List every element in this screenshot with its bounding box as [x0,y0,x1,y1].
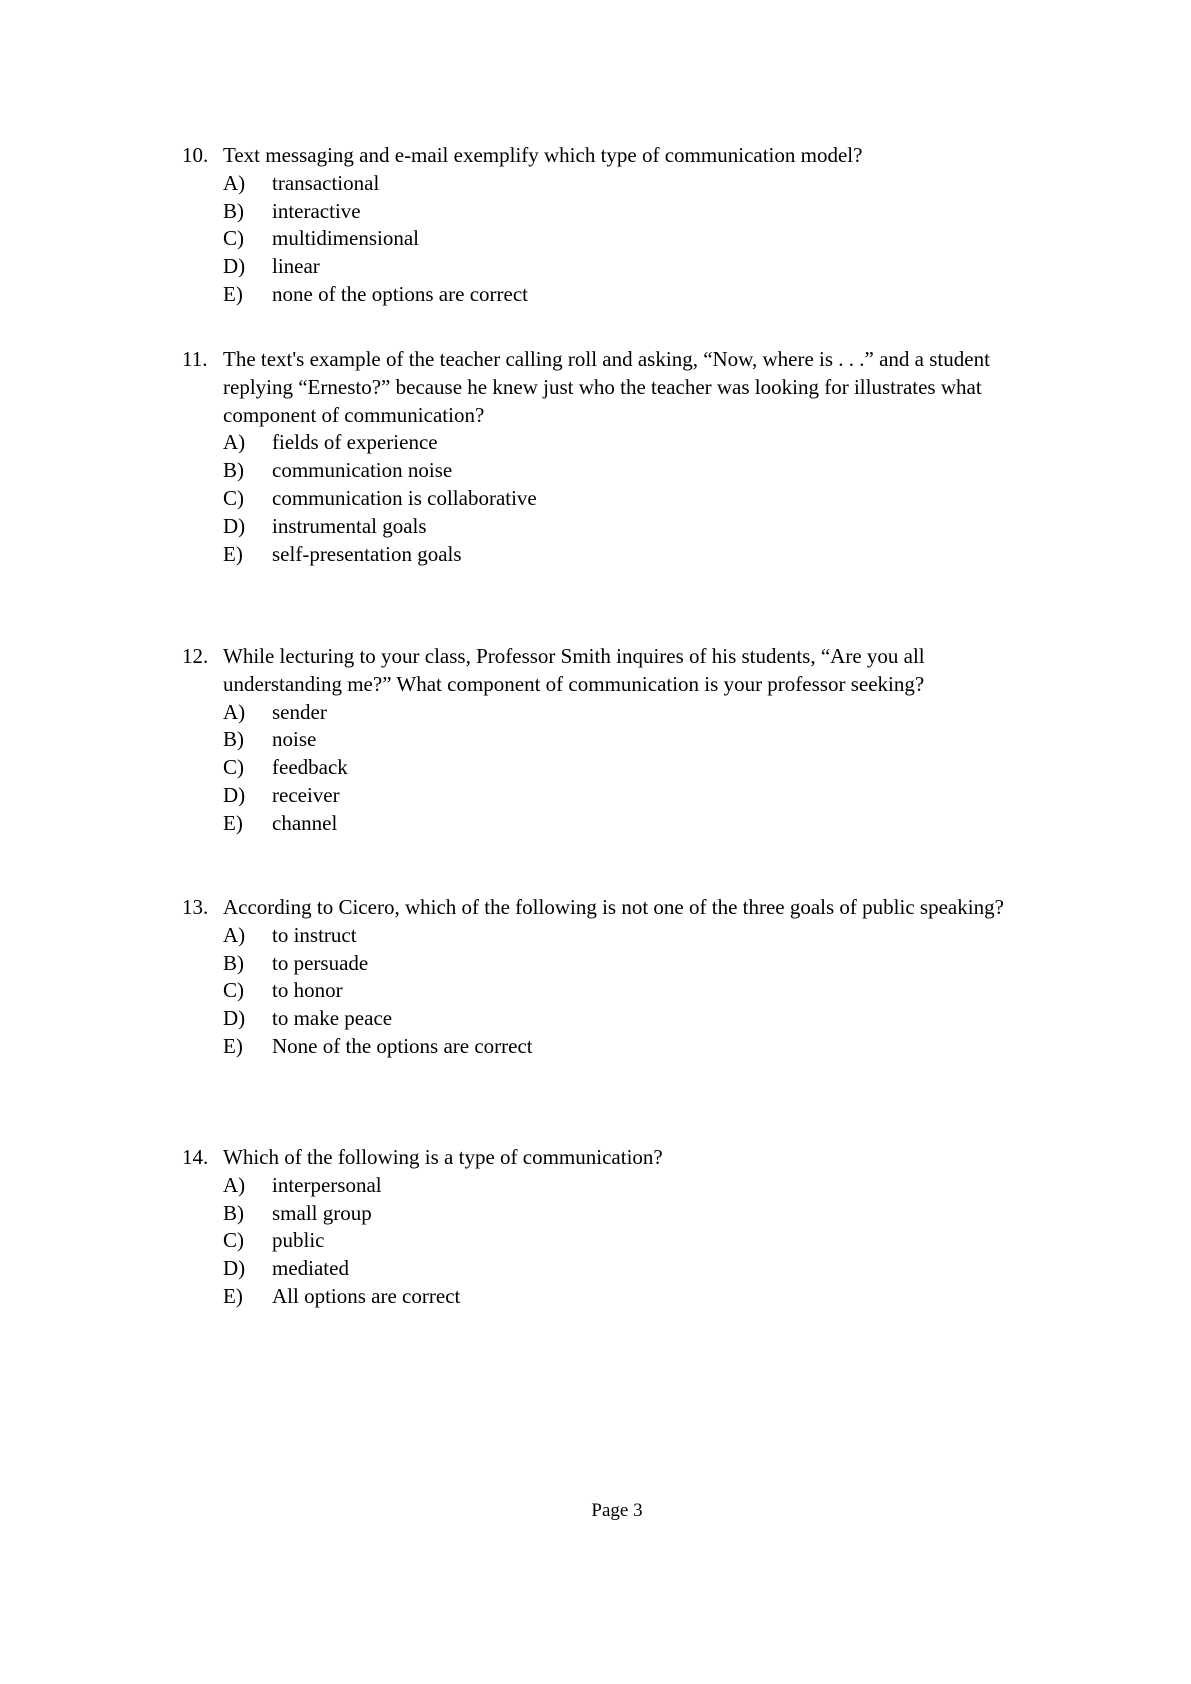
option-text: linear [272,254,320,279]
question-14 [182,1144,1042,1311]
answer-option [182,1200,1042,1228]
option-letter: A) [223,699,246,724]
question-11 [182,346,1042,568]
answer-option [182,170,1042,198]
question-number: 14. [182,1145,209,1169]
option-letter: E) [223,1283,243,1308]
option-letter: D) [223,254,246,279]
answer-option [182,699,1042,727]
question-12 [182,643,1042,838]
option-text: All options are correct [272,1283,461,1308]
option-letter: E) [223,281,243,306]
option-letter: B) [223,950,244,975]
option-letter: C) [223,978,244,1003]
option-text: small group [272,1200,372,1225]
answer-option [182,782,1042,810]
answer-option [182,922,1042,950]
option-letter: A) [223,430,246,455]
option-letter: C) [223,1228,244,1253]
answer-option [182,1283,1042,1311]
option-text: communication is collaborative [272,485,537,510]
answer-option [182,1227,1042,1255]
question-13 [182,894,1042,1061]
answer-option [182,513,1042,541]
option-letter: A) [223,922,246,947]
option-letter: D) [223,513,246,538]
question-stem [182,894,1042,922]
option-letter: B) [223,1200,244,1225]
page-number: Page 3 [591,1500,643,1521]
option-letter: D) [223,1006,246,1031]
option-letter: B) [223,458,244,483]
answer-option [182,810,1042,838]
option-letter: D) [223,782,246,807]
option-text: self-presentation goals [272,541,462,566]
answer-option [182,1172,1042,1200]
question-number: 10. [182,143,209,167]
question-text: Which of the following is a type of communication? [223,1145,663,1169]
answer-option [182,225,1042,253]
option-letter: C) [223,755,244,780]
question-stem [182,643,1042,699]
option-letter: E) [223,1033,243,1058]
option-text: mediated [272,1256,349,1281]
option-text: none of the options are correct [272,281,528,306]
answer-option [182,281,1042,309]
option-text: interpersonal [272,1172,382,1197]
option-text: interactive [272,198,361,223]
answer-option [182,1033,1042,1061]
option-text: multidimensional [272,226,419,251]
answer-option [182,754,1042,782]
answer-option [182,198,1042,226]
option-letter: A) [223,170,246,195]
answer-option [182,977,1042,1005]
option-text: communication noise [272,458,453,483]
option-text: to persuade [272,950,369,975]
option-letter: D) [223,1256,246,1281]
option-text: to make peace [272,1006,393,1031]
option-text: to instruct [272,922,357,947]
answer-option [182,429,1042,457]
answer-option [182,457,1042,485]
option-letter: B) [223,727,244,752]
option-text: to honor [272,978,343,1003]
question-stem [182,346,1042,429]
option-letter: E) [223,810,243,835]
question-10 [182,142,1042,309]
option-text: noise [272,727,317,752]
question-stem [182,1144,1042,1172]
answer-option [182,541,1042,569]
option-text: feedback [272,755,348,780]
answer-option [182,1005,1042,1033]
option-text: None of the options are correct [272,1033,533,1058]
question-text: The text's example of the teacher calling roll and asking, “Now, where is . . .” and a student replying “Ernesto?” because he knew just who the teacher was looking for illustrates what component of communication? [223,347,990,427]
answer-option [182,485,1042,513]
option-text: instrumental goals [272,513,427,538]
option-text: transactional [272,170,380,195]
question-number: 12. [182,644,209,668]
option-text: channel [272,810,338,835]
option-text: fields of experience [272,430,438,455]
option-letter: A) [223,1172,246,1197]
question-text: Text messaging and e-mail exemplify which type of communication model? [223,143,863,167]
option-letter: E) [223,541,243,566]
option-text: sender [272,699,327,724]
question-stem [182,142,1042,170]
option-letter: B) [223,198,244,223]
option-letter: C) [223,485,244,510]
question-number: 11. [182,347,208,371]
question-text: According to Cicero, which of the following is not one of the three goals of public speaking? [223,895,1004,919]
answer-option [182,1255,1042,1283]
answer-option [182,253,1042,281]
answer-option [182,726,1042,754]
question-text: While lecturing to your class, Professor Smith inquires of his students, “Are you all understanding me?” What component of communication is your professor seeking? [223,644,925,696]
answer-option [182,950,1042,978]
option-text: receiver [272,782,340,807]
option-letter: C) [223,226,244,251]
option-text: public [272,1228,325,1253]
question-number: 13. [182,895,209,919]
